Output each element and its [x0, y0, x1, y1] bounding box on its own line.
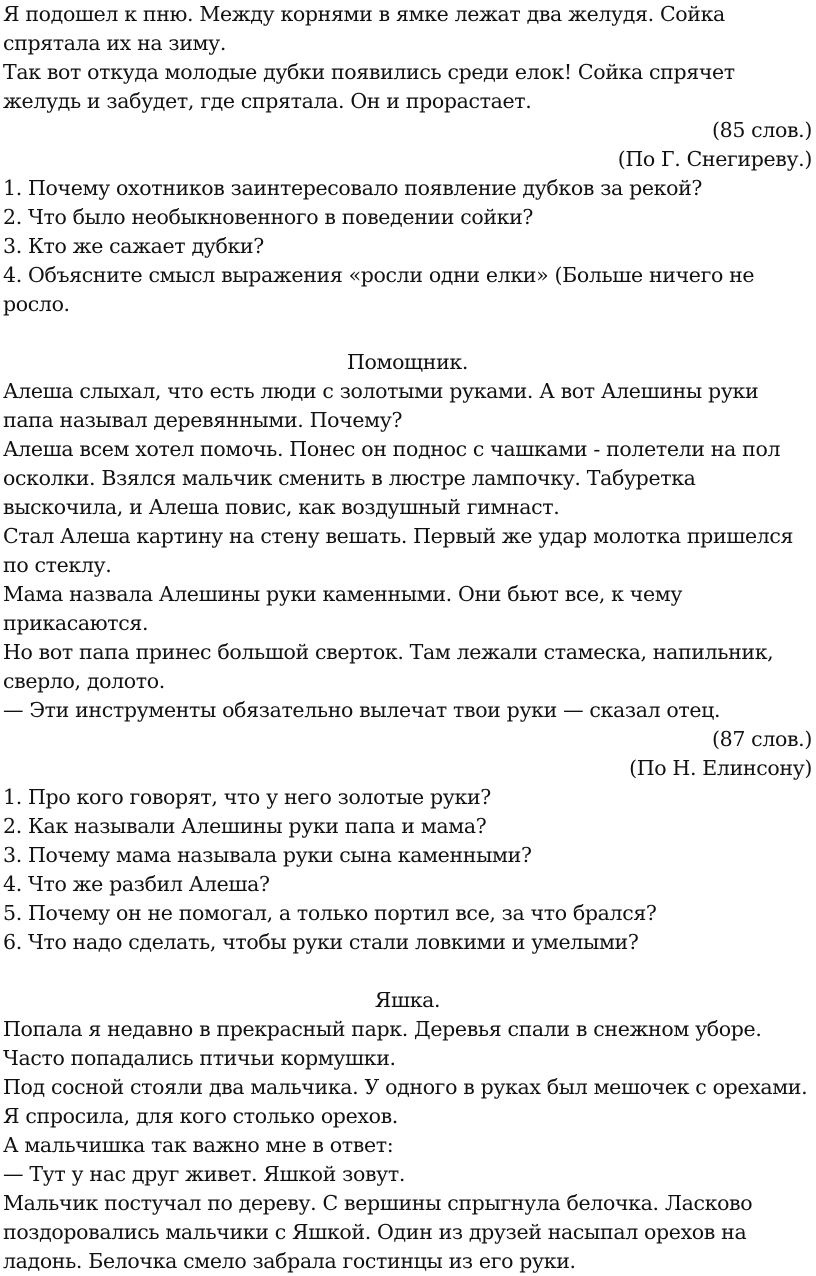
question-item: 4. Объясните смысл выражения «росли одни елки» (Больше ничего не росло. — [3, 263, 755, 316]
source-attribution: (По Н. Елинсону) — [629, 756, 812, 780]
source-attribution: (По Г. Снегиреву.) — [617, 147, 812, 171]
section-spacer — [3, 319, 812, 348]
word-count: (85 слов.) — [711, 118, 812, 142]
question-item: 6. Что надо сделать, чтобы руки стали ловкими и умелыми? — [3, 930, 639, 954]
question-item: 1. Почему охотников заинтересовало появление дубков за рекой? — [3, 176, 703, 200]
story-title: Помощник. — [346, 350, 469, 374]
question-item: 2. Как называли Алешины руки папа и мама? — [3, 814, 487, 838]
section-spacer — [3, 957, 812, 986]
paragraph: Попала я недавно в прекрасный парк. Деревья спали в снежном уборе. Часто попадались птичьи кормушки. — [3, 1017, 762, 1070]
questions-list — [3, 174, 812, 319]
story-pomoshchnik — [3, 348, 812, 957]
question-item: 2. Что было необыкновенного в поведении сойки? — [3, 205, 534, 229]
question-item: 3. Кто же сажает дубки? — [3, 234, 264, 258]
question-item: 1. Про кого говорят, что у него золотые руки? — [3, 785, 491, 809]
paragraph: Под сосной стояли два мальчика. У одного в руках был мешочек с орехами. Я спросила, для кого столько орехов. — [3, 1075, 808, 1128]
story-snegirev — [3, 0, 812, 319]
paragraph: — Тут у нас друг живет. Яшкой зовут. — [3, 1162, 406, 1186]
paragraph: Так вот откуда молодые дубки появились среди елок! Сойка спрячет желудь и забудет, где спрятала. Он и прорастает. — [3, 60, 735, 113]
paragraph: Мальчик постучал по дереву. С вершины спрыгнула белочка. Ласково поздоровались мальчики с Яшкой. Один из друзей насыпал орехов на ладонь. Белочка смело забрала гостинцы из его руки. — [3, 1191, 753, 1273]
question-item: 3. Почему мама называла руки сына каменными? — [3, 843, 532, 867]
paragraph: Алеша слыхал, что есть люди с золотыми руками. А вот Алешины руки папа называл деревянными. Почему? — [3, 379, 759, 432]
paragraph: А мальчишка так важно мне в ответ: — [3, 1133, 394, 1157]
paragraph: Стал Алеша картину на стену вешать. Первый же удар молотка пришелся по стеклу. — [3, 524, 794, 577]
word-count: (87 слов.) — [711, 727, 812, 751]
question-item: 4. Что же разбил Алеша? — [3, 872, 270, 896]
paragraph: Но вот папа принес большой сверток. Там лежали стамеска, напильник, сверло, долото. — [3, 640, 774, 693]
paragraph: — Эти инструменты обязательно вылечат твои руки — сказал отец. — [3, 698, 721, 722]
story-title: Яшка. — [374, 988, 441, 1012]
questions-list — [3, 783, 812, 957]
paragraph: Я подошел к пню. Между корнями в ямке лежат два желудя. Сойка спрятала их на зиму. — [3, 2, 725, 55]
story-yashka — [3, 986, 812, 1276]
question-item: 5. Почему он не помогал, а только портил все, за что брался? — [3, 901, 657, 925]
paragraph: Мама назвала Алешины руки каменными. Они бьют все, к чему прикасаются. — [3, 582, 683, 635]
paragraph: Алеша всем хотел помочь. Понес он поднос с чашками - полетели на пол осколки. Взялся мальчик сменить в люстре лампочку. Табуретка выскочила, и Алеша повис, как воздушный гимнаст. — [3, 437, 781, 519]
